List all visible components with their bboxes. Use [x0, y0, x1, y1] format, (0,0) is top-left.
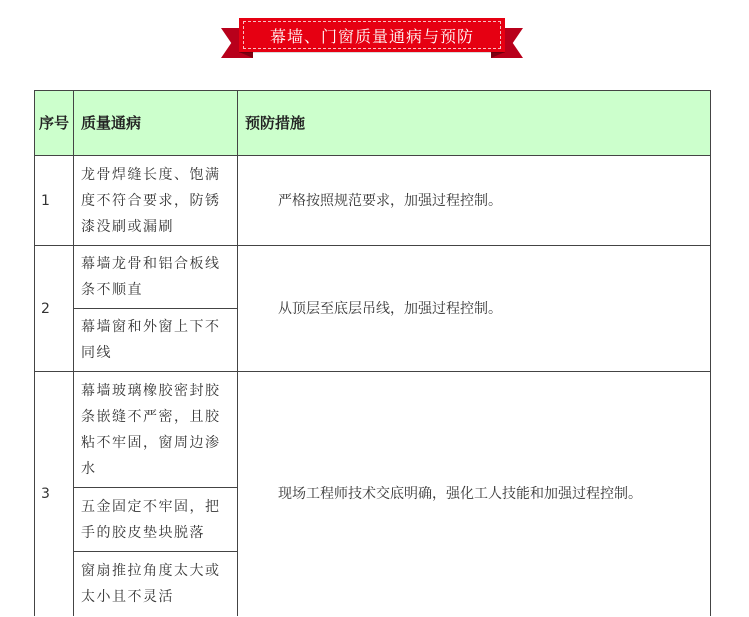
- issue-cell: 五金固定不牢固，把手的胶皮垫块脱落: [74, 488, 238, 552]
- header-measure: 预防措施: [238, 91, 711, 156]
- table-row: [35, 246, 711, 309]
- issue-cell: 幕墙玻璃橡胶密封胶条嵌缝不严密，且胶粘不牢固，窗周边渗水: [74, 372, 238, 488]
- measure-cell: 从顶层至底层吊线，加强过程控制。: [238, 246, 711, 372]
- measure-cell: 现场工程师技术交底明确，强化工人技能和加强过程控制。: [238, 372, 711, 616]
- quality-issues-table-wrapper: [34, 90, 710, 616]
- table-row: [35, 156, 711, 246]
- table-header-row: [35, 91, 711, 156]
- row-number: 1: [35, 156, 74, 246]
- issue-cell: 幕墙龙骨和铝合板线条不顺直: [74, 246, 238, 309]
- issue-cell: 幕墙窗和外窗上下不同线: [74, 309, 238, 372]
- measure-cell: 严格按照规范要求，加强过程控制。: [238, 156, 711, 246]
- header-issue: 质量通病: [74, 91, 238, 156]
- quality-issues-table: [34, 90, 711, 616]
- issue-cell: 窗扇推拉角度太大或太小且不灵活: [74, 552, 238, 616]
- page-title: 幕墙、门窗质量通病与预防: [269, 26, 474, 46]
- row-number: 3: [35, 372, 74, 616]
- ribbon-band: [239, 18, 505, 52]
- issue-cell: 龙骨焊缝长度、饱满度不符合要求，防锈漆没刷或漏刷: [74, 156, 238, 246]
- header-no: 序号: [35, 91, 74, 156]
- table-row: [35, 372, 711, 488]
- row-number: 2: [35, 246, 74, 372]
- title-ribbon: [221, 14, 523, 60]
